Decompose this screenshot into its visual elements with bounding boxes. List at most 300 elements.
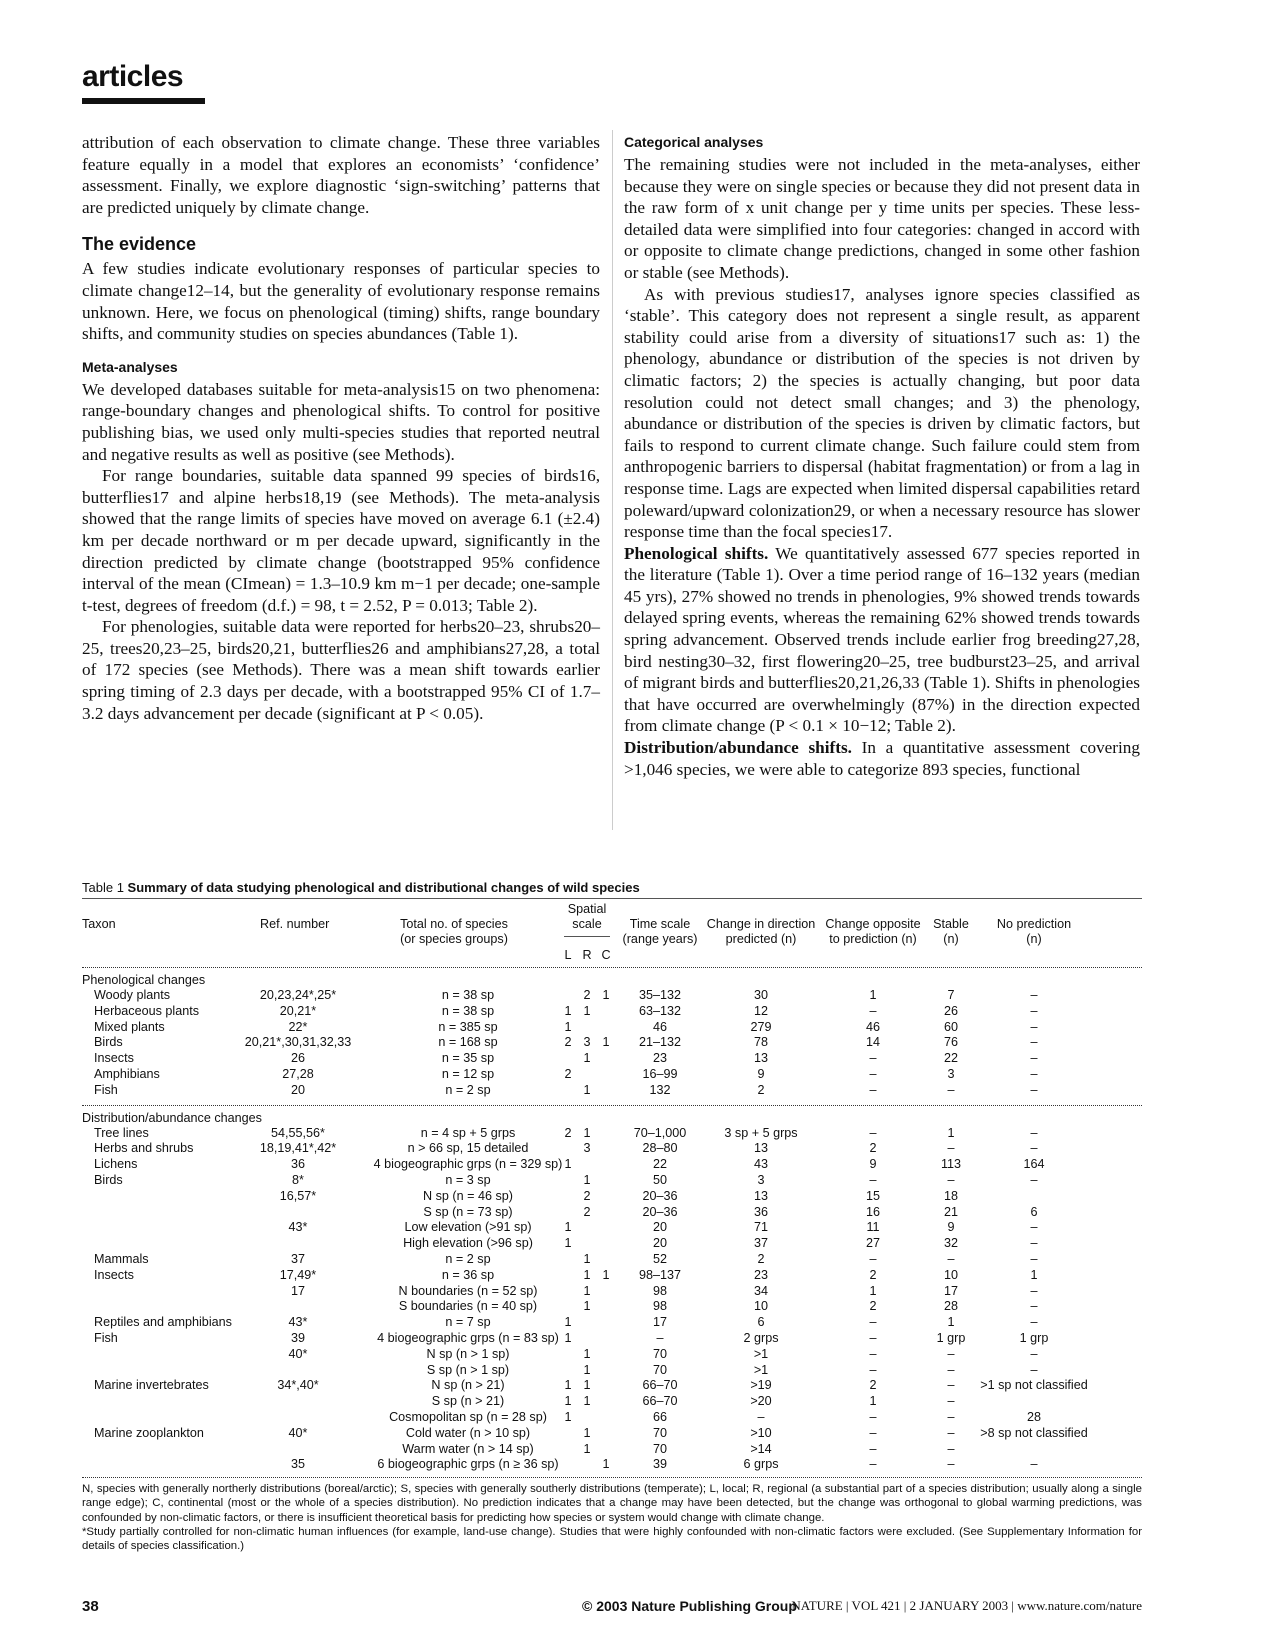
cell-opposite: 2 <box>869 1299 877 1314</box>
cell-time: 98 <box>652 1299 668 1314</box>
cell-spatial-r: 1 <box>583 1346 591 1361</box>
cell-total: 4 biogeographic grps (n = 83 sp) <box>377 1330 559 1345</box>
cell-total: n = 2 sp <box>445 1082 491 1097</box>
cell-spatial-r: 1 <box>583 1172 591 1187</box>
cell-taxon: Birds <box>94 1172 123 1187</box>
cell-spatial-l: 1 <box>564 1409 572 1424</box>
cell-time: 70–1,000 <box>633 1125 687 1140</box>
cell-spatial-l: 1 <box>564 1315 572 1330</box>
paragraph: The remaining studies were not included in the meta-analyses, either because they were on single species or because they did not present data in the raw form of x unit change per y time units per species. These less-detailed data were simplified into four categories: changed in accord with or opposite to climate change predictions, changed in some other fashion or stable (see Methods). <box>624 155 1140 282</box>
cell-opposite: 16 <box>865 1204 881 1219</box>
cell-spatial-l: 1 <box>564 1236 572 1251</box>
cell-total: Cosmopolitan sp (n = 28 sp) <box>389 1409 547 1424</box>
cell-predicted: 30 <box>753 988 769 1002</box>
cell-opposite: 15 <box>865 1188 881 1203</box>
cell-no-prediction: >8 sp not classified <box>980 1425 1088 1440</box>
cell-stable: 21 <box>943 1204 959 1219</box>
cell-total: S sp (n > 1 sp) <box>426 1362 510 1377</box>
header-no-prediction-line2: (n) <box>1026 932 1042 946</box>
cell-no-prediction: – <box>1030 1172 1038 1187</box>
table-section-label: Phenological changes <box>82 973 206 987</box>
cell-opposite: – <box>869 1082 877 1097</box>
cell-ref: 40* <box>288 1346 308 1361</box>
table-row <box>82 1051 1142 1067</box>
cell-stable: 60 <box>943 1019 959 1034</box>
header-opposite-line1: Change opposite <box>825 917 921 931</box>
cell-ref: 54,55,56* <box>271 1125 325 1140</box>
cell-spatial-c: 1 <box>602 1457 610 1472</box>
table-header <box>82 899 1142 967</box>
cell-spatial-l: 1 <box>564 1019 572 1034</box>
cell-ref: 20,21*,30,31,32,33 <box>244 1035 352 1050</box>
cell-no-prediction: – <box>1030 1457 1038 1472</box>
cell-spatial-r: 1 <box>583 1125 591 1140</box>
cell-total: N boundaries (n = 52 sp) <box>398 1283 538 1298</box>
cell-taxon: Insects <box>94 1267 134 1282</box>
paragraph: As with previous studies17, analyses ignore species classified as ‘stable’. This category does not represent a single result, as apparent stability could arise from a diversity of situations17 such as: 1) the phenology, abundance or distribution of the species is not driven by climatic factors; 2) the species is actually changing, but poor data resolution could not detect small changes; and 3) the phenology, abundance or distribution of the species is driven by climatic factors, but fails to respond to current climate change. Such failure could stem from anthropogenic barriers to dispersal (habitat fragmentation) or from a lag in response time. Lags are expected when limited dispersal capabilities retard poleward/upward colonization29, or when a necessary resource has slower response time than the focal species17. <box>624 284 1140 542</box>
cell-spatial-r: 3 <box>583 1141 591 1156</box>
cell-predicted: 6 grps <box>743 1457 779 1472</box>
header-spatial-line1: Spatial <box>567 902 607 916</box>
cell-ref: 20,21* <box>279 1003 317 1018</box>
cell-time: 20 <box>652 1236 668 1251</box>
table-row <box>82 1410 1142 1426</box>
page-number: 38 <box>82 1598 99 1615</box>
cell-taxon: Amphibians <box>94 1066 160 1081</box>
cell-total: n > 66 sp, 15 detailed <box>407 1141 529 1156</box>
table-row <box>82 1347 1142 1363</box>
cell-ref: 18,19,41*,42* <box>259 1141 337 1156</box>
cell-opposite: 14 <box>865 1035 881 1050</box>
cell-no-prediction: – <box>1030 1236 1038 1251</box>
cell-predicted: 279 <box>750 1019 772 1034</box>
table-row <box>82 1315 1142 1331</box>
cell-time: – <box>656 1330 664 1345</box>
cell-time: 20–36 <box>642 1188 678 1203</box>
cell-taxon: Woody plants <box>94 988 171 1002</box>
cell-opposite: – <box>869 1457 877 1472</box>
cell-no-prediction: – <box>1030 988 1038 1002</box>
cell-spatial-r: 1 <box>583 1082 591 1097</box>
cell-predicted: >1 <box>753 1362 769 1377</box>
table-row <box>82 1378 1142 1394</box>
cell-stable: 28 <box>943 1299 959 1314</box>
table-row <box>82 1126 1142 1142</box>
cell-time: 17 <box>652 1315 668 1330</box>
header-time <box>623 917 698 947</box>
page-footer <box>82 1598 1142 1618</box>
section-heading: The evidence <box>82 234 197 255</box>
cell-time: 70 <box>652 1441 668 1456</box>
cell-ref: 27,28 <box>282 1066 314 1081</box>
cell-total: Warm water (n > 14 sp) <box>402 1441 534 1456</box>
cell-opposite: – <box>869 1172 877 1187</box>
table-1 <box>82 880 1142 1553</box>
cell-opposite: – <box>869 1066 877 1081</box>
cell-stable: 3 <box>947 1066 955 1081</box>
cell-taxon: Fish <box>94 1082 118 1097</box>
cell-time: 66–70 <box>642 1378 678 1393</box>
cell-stable: 18 <box>943 1188 959 1203</box>
cell-total: n = 7 sp <box>445 1315 491 1330</box>
cell-time: 52 <box>652 1251 668 1266</box>
table-body <box>82 968 1142 1473</box>
paragraph: We developed databases suitable for meta-analysis15 on two phenomena: range-boundary changes and phenological shifts. To control for positive publishing bias, we used only multi-species studies that reported neutral and negative results as well as positive (see Methods). <box>82 379 600 464</box>
header-taxon: Taxon <box>82 917 116 931</box>
run-in-heading: Distribution/abundance shifts. <box>624 738 852 758</box>
cell-stable: – <box>947 1362 955 1377</box>
table-row <box>82 1220 1142 1236</box>
cell-predicted: >10 <box>750 1425 772 1440</box>
cell-taxon: Tree lines <box>94 1125 149 1140</box>
journal-info: NATURE | VOL 421 | 2 JANUARY 2003 | www.nature.com/nature <box>791 1598 1142 1613</box>
cell-time: 66 <box>652 1409 668 1424</box>
cell-taxon: Mammals <box>94 1251 149 1266</box>
paragraph: For phenologies, suitable data were reported for herbs20–23, shrubs20–25, trees20,23–25, birds20,21, butterflies26 and amphibians27,28, a total of 172 species (see Methods). There was a mean shift towards earlier spring timing of 2.3 days per decade, with a bootstrapped 95% CI of 1.7–3.2 days advancement per decade (significant at P < 0.05). <box>82 617 600 723</box>
cell-opposite: – <box>869 1125 877 1140</box>
cell-time: 50 <box>652 1172 668 1187</box>
cell-time: 98–137 <box>638 1267 682 1282</box>
cell-spatial-l: 2 <box>564 1125 572 1140</box>
cell-taxon: Herbaceous plants <box>94 1003 200 1018</box>
cell-spatial-r: 1 <box>583 1251 591 1266</box>
cell-opposite: 11 <box>866 1220 880 1235</box>
cell-taxon: Lichens <box>94 1157 138 1172</box>
cell-spatial-r: 1 <box>583 1378 591 1393</box>
table-row <box>82 1363 1142 1379</box>
cell-no-prediction: 6 <box>1030 1204 1038 1219</box>
header-spatial-l: L <box>564 948 572 962</box>
header-total <box>400 917 508 947</box>
cell-time: 35–132 <box>638 988 682 1002</box>
cell-predicted: >14 <box>750 1441 772 1456</box>
cell-opposite: – <box>869 1362 877 1377</box>
cell-ref: 34*,40* <box>277 1378 319 1393</box>
cell-time: 23 <box>652 1051 668 1066</box>
table-row <box>82 1067 1142 1083</box>
cell-total: S sp (n = 73 sp) <box>423 1204 513 1219</box>
cell-predicted: 2 grps <box>743 1330 779 1345</box>
cell-opposite: – <box>869 1330 877 1345</box>
cell-opposite: 1 <box>869 1283 877 1298</box>
cell-spatial-r: 1 <box>583 1425 591 1440</box>
table-row <box>82 1141 1142 1157</box>
cell-predicted: – <box>757 1409 765 1424</box>
cell-opposite: – <box>869 1441 877 1456</box>
column-divider <box>612 130 613 830</box>
cell-spatial-l: 1 <box>564 1003 572 1018</box>
cell-predicted: 43 <box>753 1157 769 1172</box>
cell-ref: 36 <box>290 1157 306 1172</box>
cell-predicted: 10 <box>753 1299 769 1314</box>
paragraph: For range boundaries, suitable data spanned 99 species of birds16, butterflies17 and alpine herbs18,19 (see Methods). The meta-analysis showed that the range limits of species have moved on average 6.1 (±2.4) km per decade northward or m per decade upward, significantly in the direction predicted by climate change (bootstrapped 95% confidence interval of the mean (CImean) = 1.3–10.9 km m−1 per decade; one-sample t-test, degrees of freedom (d.f.) = 98, t = 2.52, P = 0.013; Table 2). <box>82 466 600 615</box>
table-row <box>82 1442 1142 1458</box>
cell-predicted: >19 <box>750 1378 772 1393</box>
cell-predicted: 13 <box>753 1188 769 1203</box>
header-spatial-c: C <box>601 948 611 962</box>
cell-no-prediction: – <box>1030 1141 1038 1156</box>
cell-opposite: – <box>869 1315 877 1330</box>
header-predicted-line2: predicted (n) <box>725 932 797 946</box>
cell-spatial-l: 2 <box>564 1066 572 1081</box>
header-total-line1: Total no. of species <box>400 917 508 931</box>
cell-stable: 10 <box>943 1267 959 1282</box>
cell-ref: 20,23,24*,25* <box>259 988 337 1002</box>
header-predicted-line1: Change in direction <box>706 917 816 931</box>
cell-ref: 17 <box>290 1283 306 1298</box>
cell-taxon: Mixed plants <box>94 1019 165 1034</box>
cell-total: n = 38 sp <box>441 988 495 1002</box>
cell-taxon: Marine zooplankton <box>94 1425 204 1440</box>
cell-taxon: Reptiles and amphibians <box>94 1315 232 1330</box>
table-row <box>82 1299 1142 1315</box>
header-spatial-line2: scale <box>572 917 602 931</box>
cell-total: n = 2 sp <box>445 1251 491 1266</box>
cell-no-prediction: – <box>1030 1019 1038 1034</box>
header-predicted <box>707 917 816 947</box>
cell-time: 20 <box>652 1220 668 1235</box>
cell-no-prediction: – <box>1030 1315 1038 1330</box>
cell-spatial-r: 1 <box>583 1003 591 1018</box>
cell-predicted: >1 <box>753 1346 769 1361</box>
cell-spatial-r: 2 <box>583 1204 591 1219</box>
table-row <box>82 1035 1142 1051</box>
cell-total: n = 168 sp <box>438 1035 498 1050</box>
table-row <box>82 1157 1142 1173</box>
cell-time: 21–132 <box>638 1035 682 1050</box>
cell-taxon: Insects <box>94 1051 134 1066</box>
cell-spatial-r: 2 <box>583 1188 591 1203</box>
cell-stable: 76 <box>943 1035 959 1050</box>
cell-stable: – <box>947 1409 955 1424</box>
cell-ref: 43* <box>288 1220 308 1235</box>
cell-time: 98 <box>652 1283 668 1298</box>
paragraph <box>624 543 1140 737</box>
cell-spatial-c: 1 <box>602 988 610 1002</box>
cell-total: n = 36 sp <box>441 1267 495 1282</box>
cell-spatial-r: 2 <box>583 988 591 1002</box>
cell-opposite: – <box>869 1051 877 1066</box>
cell-total: Low elevation (>91 sp) <box>404 1220 532 1235</box>
cell-no-prediction: – <box>1030 1051 1038 1066</box>
cell-opposite: 9 <box>869 1157 877 1172</box>
cell-opposite: 2 <box>869 1378 877 1393</box>
subsection-heading: Meta-analyses <box>82 358 178 375</box>
cell-stable: 9 <box>947 1220 955 1235</box>
cell-total: n = 38 sp <box>441 1003 495 1018</box>
cell-spatial-c: 1 <box>602 1267 610 1282</box>
cell-stable: – <box>947 1141 955 1156</box>
cell-opposite: – <box>869 1409 877 1424</box>
cell-ref: 26 <box>290 1051 306 1066</box>
table-caption <box>82 880 1142 899</box>
cell-spatial-r: 1 <box>583 1283 591 1298</box>
cell-no-prediction: – <box>1030 1283 1038 1298</box>
paragraph: A few studies indicate evolutionary responses of particular species to climate change12–14, but the generality of evolutionary response remains unknown. Here, we focus on phenological (timing) shifts, range boundary shifts, and community studies on species abundances (Table 1). <box>82 259 600 344</box>
cell-total: 4 biogeographic grps (n = 329 sp) <box>373 1157 563 1172</box>
cell-total: 6 biogeographic grps (n ≥ 36 sp) <box>377 1457 559 1472</box>
cell-time: 63–132 <box>638 1003 682 1018</box>
cell-no-prediction: – <box>1030 1220 1038 1235</box>
header-stable-line1: Stable <box>933 917 969 931</box>
cell-spatial-l: 2 <box>564 1035 572 1050</box>
cell-no-prediction: – <box>1030 1299 1038 1314</box>
cell-stable: 26 <box>943 1003 959 1018</box>
paragraph-text: We quantitatively assessed 677 species reported in the literature (Table 1). Over a time period range of 16–132 years (median 45 yrs), 27% showed no trends in phenologies, 9% showed trends towards delayed spring events, whereas the remaining 62% showed trends towards spring advancement. Observed trends include earlier frog breeding27,28, bird nesting30–32, first flowering20–25, tree budburst23–25, and arrival of migrant birds and butterflies20,21,26,33 (Table 1). Shifts in phenologies that have occurred are overwhelmingly (87%) in the direction expected from climate change (P < 0.1 × 10−12; Table 2). <box>624 543 1141 736</box>
table-row <box>82 988 1142 1004</box>
cell-opposite: 2 <box>869 1141 877 1156</box>
cell-opposite: 46 <box>865 1019 881 1034</box>
table-row <box>82 1173 1142 1189</box>
cell-predicted: 13 <box>753 1141 769 1156</box>
cell-total: n = 3 sp <box>445 1172 491 1187</box>
paragraph: attribution of each observation to climate change. These three variables feature equally in a model that explores an economists’ ‘confidence’ assessment. Finally, we explore diagnostic ‘sign-switching’ patterns that are predicted uniquely by climate change. <box>82 133 600 217</box>
table-row <box>82 1268 1142 1284</box>
cell-taxon: Marine invertebrates <box>94 1378 209 1393</box>
cell-spatial-l: 1 <box>564 1157 572 1172</box>
section-title: articles <box>82 60 184 93</box>
cell-stable: 1 <box>947 1315 955 1330</box>
cell-total: n = 385 sp <box>438 1019 498 1034</box>
cell-no-prediction: 1 <box>1030 1267 1038 1282</box>
cell-ref: 43* <box>288 1315 308 1330</box>
cell-spatial-l: 1 <box>564 1394 572 1409</box>
cell-stable: – <box>947 1457 955 1472</box>
cell-stable: – <box>947 1441 955 1456</box>
cell-stable: 17 <box>943 1283 959 1298</box>
cell-ref: 17,49* <box>279 1267 317 1282</box>
header-no-prediction <box>997 917 1071 947</box>
table-section-label: Distribution/abundance changes <box>82 1110 262 1125</box>
cell-stable: 7 <box>947 988 955 1002</box>
cell-no-prediction: – <box>1030 1346 1038 1361</box>
cell-no-prediction: – <box>1030 1035 1038 1050</box>
cell-taxon: Herbs and shrubs <box>94 1141 194 1156</box>
cell-spatial-r: 3 <box>583 1035 591 1050</box>
table-row <box>82 1189 1142 1205</box>
header-stable-line2: (n) <box>943 932 959 946</box>
cell-total: N sp (n > 1 sp) <box>426 1346 510 1361</box>
cell-opposite: 2 <box>869 1267 877 1282</box>
cell-spatial-r: 1 <box>583 1299 591 1314</box>
table-row <box>82 1083 1142 1099</box>
cell-time: 70 <box>652 1346 668 1361</box>
table-row <box>82 1205 1142 1221</box>
cell-stable: – <box>947 1251 955 1266</box>
cell-ref: 35 <box>290 1457 306 1472</box>
table-row <box>82 1236 1142 1252</box>
cell-stable: – <box>947 1378 955 1393</box>
cell-stable: 32 <box>943 1236 959 1251</box>
cell-no-prediction: 164 <box>1023 1157 1045 1172</box>
left-column <box>82 132 600 724</box>
cell-predicted: 6 <box>757 1315 765 1330</box>
table-row <box>82 1020 1142 1036</box>
cell-stable: – <box>947 1425 955 1440</box>
cell-total: S sp (n > 21) <box>431 1394 505 1409</box>
cell-stable: – <box>947 1172 955 1187</box>
header-ref: Ref. number <box>260 917 330 931</box>
cell-stable: – <box>947 1346 955 1361</box>
table-caption-title: Summary of data studying phenological and distributional changes of wild species <box>127 880 640 895</box>
cell-no-prediction: – <box>1030 1003 1038 1018</box>
cell-spatial-r: 1 <box>583 1051 591 1066</box>
cell-opposite: 1 <box>869 1394 877 1409</box>
cell-spatial-r: 1 <box>583 1362 591 1377</box>
cell-total: High elevation (>96 sp) <box>403 1236 533 1251</box>
cell-time: 66–70 <box>642 1394 678 1409</box>
cell-opposite: – <box>869 1425 877 1440</box>
cell-spatial-r: 1 <box>583 1394 591 1409</box>
cell-predicted: 23 <box>753 1267 769 1282</box>
cell-time: 39 <box>652 1457 668 1472</box>
table-row <box>82 1252 1142 1268</box>
cell-no-prediction: >1 sp not classified <box>980 1378 1088 1393</box>
cell-taxon: Fish <box>94 1330 118 1345</box>
table-row <box>82 1394 1142 1410</box>
cell-time: 22 <box>652 1157 668 1172</box>
cell-ref: 8* <box>292 1172 304 1187</box>
cell-time: 132 <box>649 1082 671 1097</box>
section-header <box>82 60 205 104</box>
cell-spatial-r: 1 <box>583 1267 591 1282</box>
cell-stable: 22 <box>943 1051 959 1066</box>
table-row <box>82 1004 1142 1020</box>
cell-spatial-l: 1 <box>564 1220 572 1235</box>
cell-predicted: 37 <box>753 1236 769 1251</box>
table-notes <box>82 1477 1142 1553</box>
header-spatial <box>564 902 610 937</box>
cell-predicted: 2 <box>757 1082 765 1097</box>
cell-ref: 39 <box>290 1330 306 1345</box>
table-caption-prefix: Table 1 <box>82 880 124 895</box>
cell-predicted: 36 <box>753 1204 769 1219</box>
table-row <box>82 1457 1142 1473</box>
cell-total: n = 4 sp + 5 grps <box>420 1125 516 1140</box>
cell-predicted: 78 <box>753 1035 769 1050</box>
subsection-heading: Categorical analyses <box>624 134 764 150</box>
cell-opposite: – <box>869 1346 877 1361</box>
cell-predicted: 2 <box>757 1251 765 1266</box>
cell-spatial-l: 1 <box>564 1378 572 1393</box>
cell-predicted: 3 <box>757 1172 765 1187</box>
cell-opposite: – <box>869 1003 877 1018</box>
cell-ref: 22* <box>288 1019 308 1034</box>
header-opposite <box>825 917 920 947</box>
cell-total: n = 35 sp <box>441 1051 495 1066</box>
cell-no-prediction: – <box>1030 1362 1038 1377</box>
cell-predicted: >20 <box>750 1394 772 1409</box>
cell-predicted: 34 <box>753 1283 769 1298</box>
cell-spatial-l: 1 <box>564 1330 572 1345</box>
table-row <box>82 1426 1142 1442</box>
table-note: *Study partially controlled for non-climatic human influences (for example, land-use change). Studies that were highly confounded with non-climatic factors were excluded. (See Supplementary Information for details of species classification.) <box>82 1525 1142 1552</box>
cell-time: 28–80 <box>642 1141 678 1156</box>
cell-predicted: 71 <box>753 1220 769 1235</box>
cell-spatial-r: 1 <box>583 1441 591 1456</box>
cell-predicted: 3 sp + 5 grps <box>724 1125 798 1140</box>
cell-no-prediction: – <box>1030 1251 1038 1266</box>
header-total-line2: (or species groups) <box>400 932 508 946</box>
cell-time: 70 <box>652 1425 668 1440</box>
cell-total: n = 12 sp <box>441 1066 495 1081</box>
cell-stable: 1 <box>947 1125 955 1140</box>
cell-ref: 40* <box>288 1425 308 1440</box>
cell-time: 46 <box>652 1019 668 1034</box>
cell-opposite: 1 <box>869 988 877 1002</box>
cell-predicted: 13 <box>753 1051 769 1066</box>
cell-predicted: 9 <box>757 1066 765 1081</box>
